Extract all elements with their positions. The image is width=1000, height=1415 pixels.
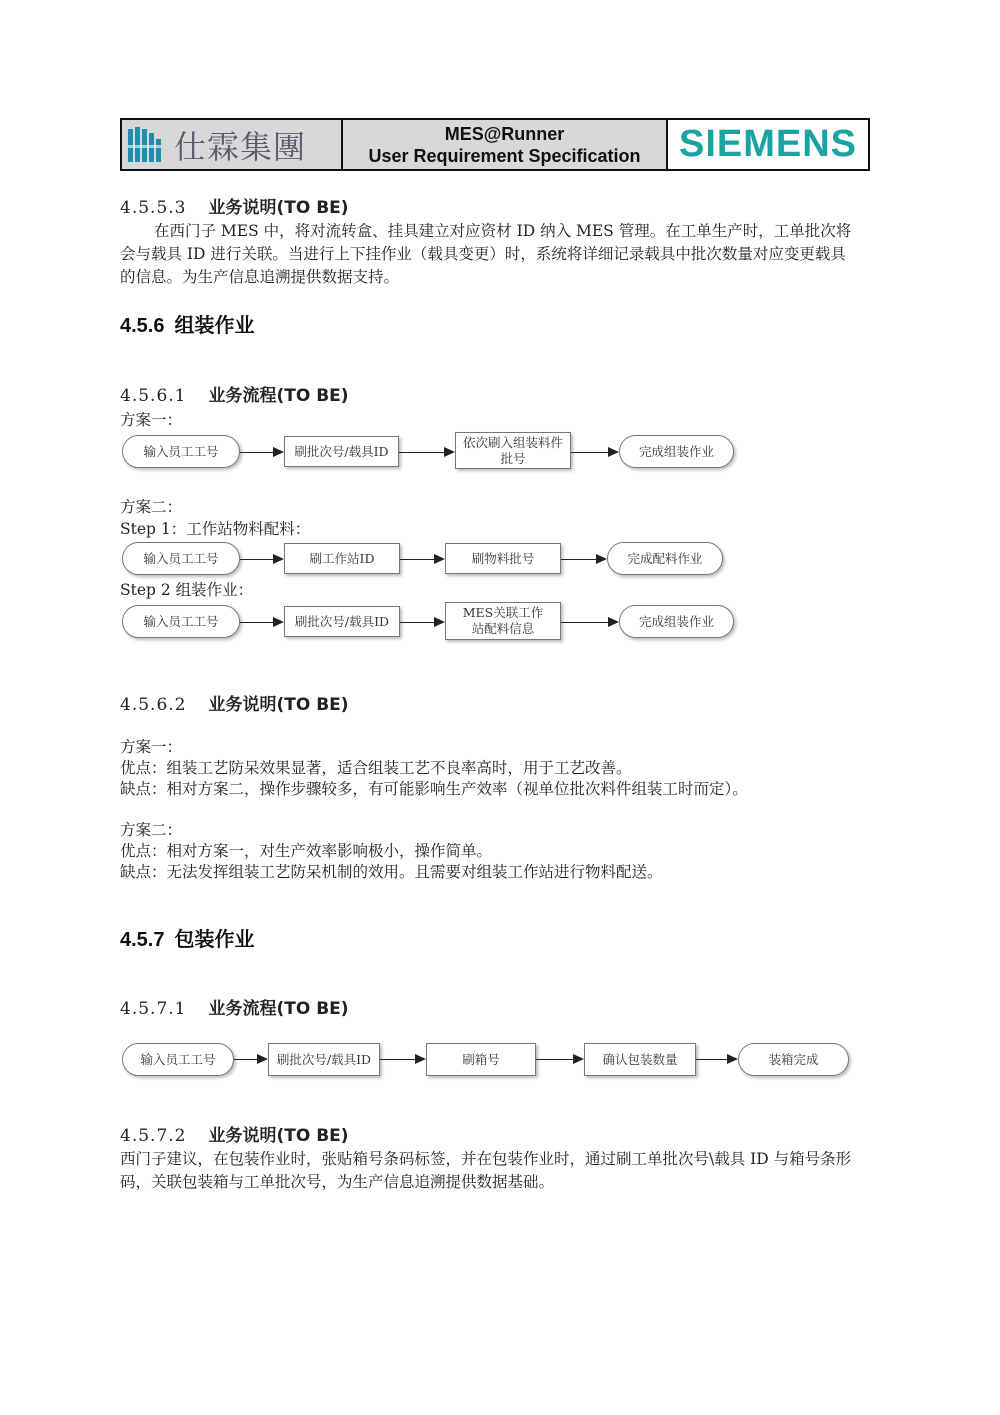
step-1-label: Step 1：工作站物料配料： xyxy=(120,520,311,538)
flow-arrow xyxy=(380,1059,424,1060)
flow-arrow xyxy=(571,452,617,453)
section-4-5-7-1-heading xyxy=(120,994,349,1019)
section-title: 组装作业 xyxy=(174,315,255,337)
section-number: 4.5.5.3 xyxy=(120,198,187,218)
document-header xyxy=(120,118,870,171)
flow-arrow xyxy=(399,452,453,453)
flow-arrow xyxy=(561,559,605,560)
section-4-5-6-heading xyxy=(120,309,254,338)
flow-arrow xyxy=(240,622,282,623)
flow-node-step: 刷物料批号 xyxy=(445,543,561,574)
flow-node-step: 确认包装数量 xyxy=(584,1043,696,1076)
flow-node-start: 输入员工工号 xyxy=(122,542,240,575)
flow-arrow xyxy=(400,622,443,623)
flow-node-end: 装箱完成 xyxy=(738,1043,849,1076)
section-number: 4.5.7.1 xyxy=(120,999,187,1019)
plan-2-pros: 优点：相对方案一，对生产效率影响极小，操作简单。 xyxy=(120,842,493,860)
section-title: 业务说明(TO BE) xyxy=(208,198,349,218)
section-title: 业务说明(TO BE) xyxy=(208,1126,349,1146)
plan-1-cons: 缺点：相对方案二，操作步骤较多，有可能影响生产效率（视单位批次料件组装工时而定）。 xyxy=(120,780,748,798)
flow-node-step: 刷工作站ID xyxy=(284,543,400,574)
section-4-5-7-2-heading xyxy=(120,1121,349,1146)
flow-arrow xyxy=(536,1059,582,1060)
section-number: 4.5.7 xyxy=(120,929,165,951)
brand-block xyxy=(668,120,868,169)
flow-node-start: 输入员工工号 xyxy=(122,605,240,638)
section-title: 业务说明(TO BE) xyxy=(208,695,349,715)
flow-node-end: 完成配料作业 xyxy=(607,542,723,575)
flow-node-step: 刷批次号/载具ID xyxy=(284,436,399,467)
header-title-block xyxy=(343,120,668,169)
flow-node-step: 依次刷入组装料件批号 xyxy=(455,432,571,469)
flow-node-step: 刷箱号 xyxy=(426,1043,536,1076)
flow-node-start: 输入员工工号 xyxy=(122,1043,234,1076)
flow-node-start: 输入员工工号 xyxy=(122,435,240,468)
company-logo xyxy=(122,120,343,169)
section-4-5-7-heading xyxy=(120,923,254,952)
flow-node-step: 刷批次号/载具ID xyxy=(268,1043,380,1076)
flow-arrow xyxy=(240,559,282,560)
flow-arrow xyxy=(696,1059,736,1060)
flow-node-step: 刷批次号/载具ID xyxy=(284,606,400,637)
flow-node-step: MES关联工作站配料信息 xyxy=(445,602,561,640)
company-logo-icon xyxy=(126,125,168,165)
plan-2-cons: 缺点：无法发挥组装工艺防呆机制的效用。且需要对组装工作站进行物料配送。 xyxy=(120,863,663,881)
section-4-5-7-2-body: 西门子建议，在包装作业时，张贴箱号条码标签，并在包装作业时，通过刷工单批次号\载具 ID 与箱号条形码，关联包装箱与工单批次号，为生产信息追溯提供数据基础。 xyxy=(120,1150,852,1191)
flow-arrow xyxy=(240,452,282,453)
company-name: 仕霖集團 xyxy=(174,127,307,166)
document-type: User Requirement Specification xyxy=(368,145,641,166)
section-number: 4.5.6.2 xyxy=(120,695,187,715)
plan-1-label: 方案一： xyxy=(120,738,183,756)
plan-1-pros: 优点：组装工艺防呆效果显著，适合组装工艺不良率高时，用于工艺改善。 xyxy=(120,759,632,777)
section-title: 业务流程(TO BE) xyxy=(208,386,349,406)
flow-arrow xyxy=(400,559,443,560)
section-4-5-6-1-heading xyxy=(120,381,349,406)
section-number: 4.5.7.2 xyxy=(120,1126,187,1146)
plan-2-label: 方案二： xyxy=(120,498,183,516)
flow-node-end: 完成组装作业 xyxy=(619,605,734,638)
product-name: MES@Runner xyxy=(444,123,565,144)
siemens-logo: SIEMENS xyxy=(678,123,858,165)
section-4-5-5-3-heading xyxy=(120,193,349,218)
section-title: 包装作业 xyxy=(174,929,255,951)
flow-arrow xyxy=(234,1059,266,1060)
section-number: 4.5.6 xyxy=(120,315,165,337)
step-2-label: Step 2 组装作业： xyxy=(120,581,254,599)
flow-arrow xyxy=(561,622,617,623)
section-4-5-5-3-body: 在西门子 MES 中，将对流转盒、挂具建立对应资材 ID 纳入 MES 管理。在工单生产时，工单批次将会与载具 ID 进行关联。当进行上下挂作业（载具变更）时，系统将详细记录载具中批次数量对应变更载具的信息。为生产信息追溯提供数据支持。 xyxy=(120,222,852,286)
section-4-5-6-2-heading xyxy=(120,690,349,715)
plan-2-label: 方案二： xyxy=(120,821,183,839)
section-title: 业务流程(TO BE) xyxy=(208,999,349,1019)
flow-node-end: 完成组装作业 xyxy=(619,435,734,468)
plan-1-label: 方案一： xyxy=(120,411,183,429)
section-number: 4.5.6.1 xyxy=(120,386,187,406)
